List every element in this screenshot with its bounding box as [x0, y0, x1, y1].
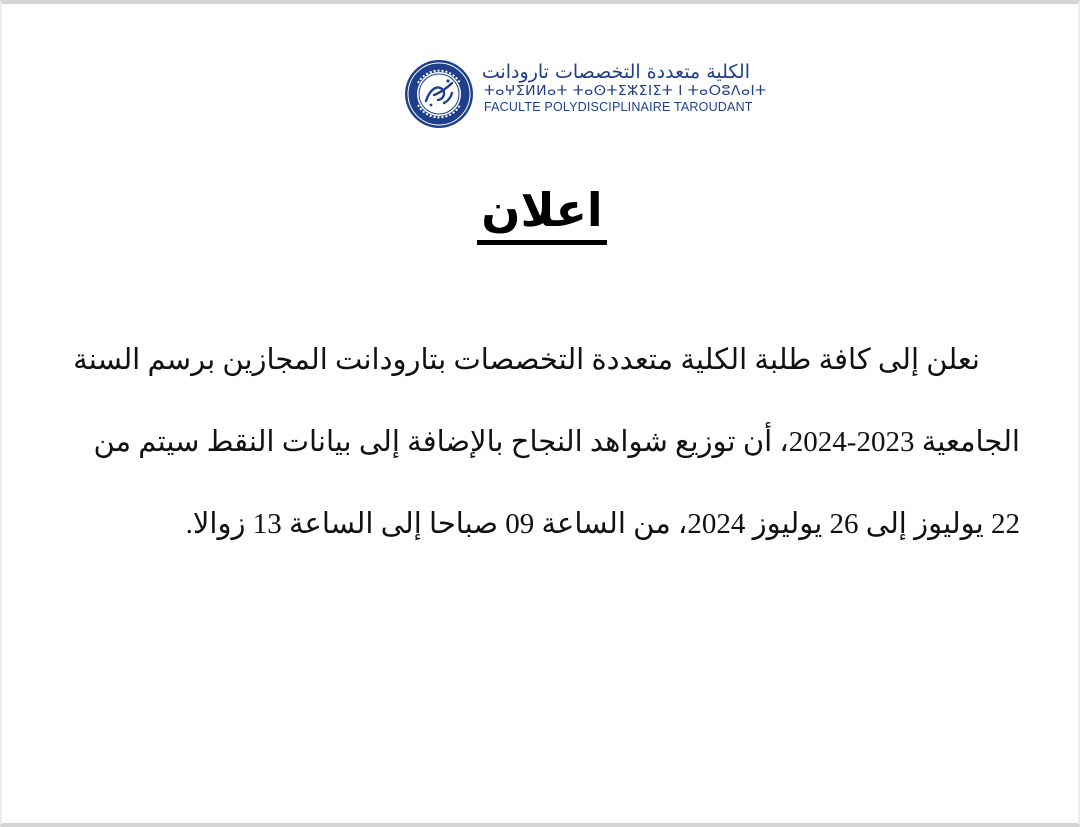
university-seal-icon: [404, 59, 474, 129]
title-container: [2, 182, 1080, 245]
body-line: 22 يوليوز إلى 26 يوليوز 2024، من الساعة 09 صباحا إلى الساعة 13 زوالا.: [185, 508, 1020, 540]
body-line: الجامعية 2023-2024، أن توزيع شواهد النجاح بالإضافة إلى بيانات النقط سيتم من: [93, 426, 1020, 458]
faculty-header: [404, 59, 767, 129]
faculty-name: [481, 61, 767, 115]
faculty-name-tifinagh: ⵜⴰⵖⵉⵍⵍⴰⵜ ⵜⴰⵙⵜⵉⵣⵉⵏⵉⵜ ⵏ ⵜⴰⵔⵓⴷⴰⵏⵜ: [484, 83, 767, 99]
faculty-name-arabic: الكلية متعددة التخصصات تارودانت: [481, 61, 750, 83]
body-line: نعلن إلى كافة طلبة الكلية متعددة التخصصات بتارودانت المجازين برسم السنة: [73, 344, 980, 376]
announcement-title: اعلان: [477, 182, 606, 245]
announcement-body: [73, 338, 1020, 584]
faculty-name-french: FACULTE POLYDISCIPLINAIRE TAROUDANT: [484, 100, 753, 114]
